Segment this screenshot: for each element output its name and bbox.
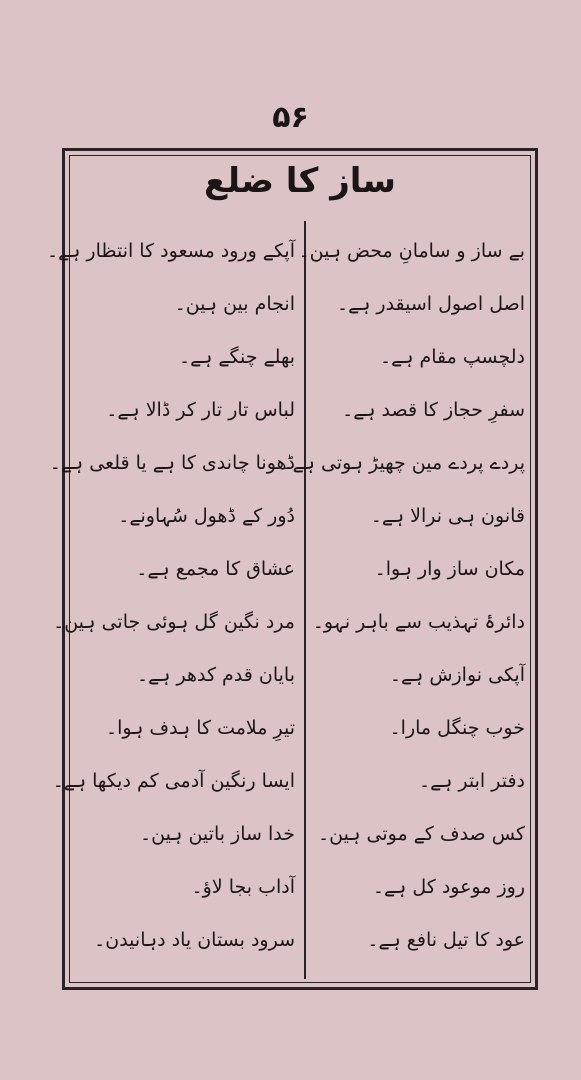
right-line: سفرِ حجاز کا قصد ہے۔: [342, 399, 525, 421]
left-column: [46, 225, 295, 967]
right-line: دفتر ابتر ہے۔: [418, 770, 525, 792]
left-line: آپکے ورود مسعود کا انتظار ہے۔: [46, 240, 295, 262]
right-line: اصل اصول اسیقدر ہے۔: [336, 293, 525, 315]
left-line: بھلے چنگے ہے۔: [178, 346, 295, 368]
page-frame: [46, 148, 538, 990]
left-line: بایان قدم کدھر ہے۔: [137, 664, 295, 686]
right-line: بے ساز و سامانِ محض ہین۔: [298, 240, 525, 262]
right-line: پردے پردے مین چھیڑ ہوتی ہے۔: [281, 452, 525, 474]
left-line: آداب بجا لاؤ۔: [191, 876, 295, 898]
left-line: انجام بین ہین۔: [174, 293, 295, 315]
right-line: دائرۂ تہذیب سے باہر نہو۔: [312, 611, 525, 633]
left-line: مرد نگین گل ہوئی جاتی ہین۔: [53, 611, 295, 633]
right-line: روز موعود کل ہے۔: [372, 876, 525, 898]
left-line: تیرِ ملامت کا ہدف ہوا۔: [105, 717, 295, 739]
left-line: خدا ساز باتین ہین۔: [139, 823, 295, 845]
right-line: قانون ہی نرالا ہے۔: [370, 505, 525, 527]
left-line: لباس تار تار کر ڈالا ہے۔: [106, 399, 295, 421]
right-line: عود کا تیل نافع ہے۔: [367, 929, 525, 951]
column-divider: [304, 221, 306, 979]
right-line: کس صدف کے موتی ہین۔: [318, 823, 525, 845]
page-title: ساز کا ضلع: [204, 161, 396, 201]
right-line: آپکی نوازش ہے۔: [389, 664, 525, 686]
left-line: سرود بستان یاد دہانیدن۔: [94, 929, 295, 951]
left-line: ایسا رنگین آدمی کم دیکھا ہے۔: [52, 770, 295, 792]
left-line: دُور کے ڈھول سُہاونے۔: [118, 505, 295, 527]
right-line: دلچسپ مقام ہے۔: [380, 346, 525, 368]
right-line: مکان ساز وار ہوا۔: [374, 558, 525, 580]
left-line: ڈھونا چاندی کا ہے یا قلعی ہے۔: [49, 452, 295, 474]
left-line: عشاق کا مجمع ہے۔: [136, 558, 295, 580]
right-line: خوب چنگل مارا۔: [389, 717, 525, 739]
right-column: [281, 225, 525, 967]
page-number: ۵۶: [272, 100, 309, 135]
